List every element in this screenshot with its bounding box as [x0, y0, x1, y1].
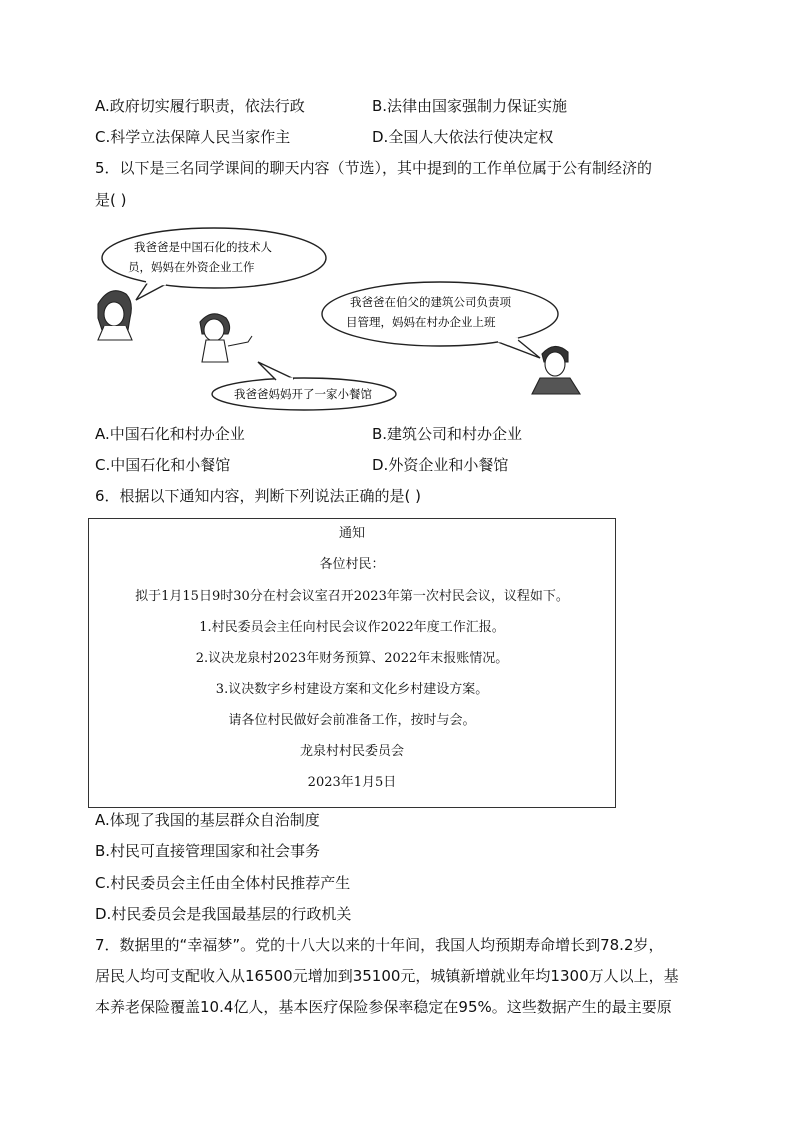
student-2-figure [200, 314, 252, 362]
q7-line2: 居民人均可支配收入从16500元增加到35100元，城镇新增就业年均1300万人以上，基 [95, 967, 679, 985]
speech-bubble-2 [322, 282, 558, 358]
q6-option-b: B.村民可直接管理国家和社会事务 [95, 842, 321, 860]
bubble3-text: 我爸爸妈妈开了一家小餐馆 [234, 387, 372, 401]
q6-stem: 6．根据以下通知内容，判断下列说法正确的是( ) [95, 487, 422, 505]
q5-option-d: D.外资企业和小餐馆 [372, 456, 509, 474]
notice-box [88, 518, 616, 808]
q4-option-a: A.政府切实履行职责，依法行政 [95, 97, 305, 115]
student-3-figure [532, 346, 580, 394]
notice-salutation: 各位村民： [319, 557, 385, 572]
q4-option-c: C.科学立法保障人民当家作主 [95, 128, 291, 146]
q5-option-c: C.中国石化和小餐馆 [95, 456, 231, 474]
q6-option-d: D.村民委员会是我国最基层的行政机关 [95, 905, 352, 923]
q5-option-b: B.建筑公司和村办企业 [372, 425, 523, 443]
q6-option-a: A.体现了我国的基层群众自治制度 [95, 811, 320, 829]
q4-option-d: D.全国人大依法行使决定权 [372, 128, 554, 146]
q5-stem-line1: 5．以下是三名同学课间的聊天内容（节选），其中提到的工作单位属于公有制经济的 [95, 159, 653, 177]
notice-item-2: 2.议决龙泉村2023年财务预算、2022年末报账情况。 [195, 651, 509, 666]
q5-stem-line2: 是( ) [95, 191, 127, 209]
notice-intro: 拟于1月15日9时30分在村会议室召开2023年第一次村民会议，议程如下。 [135, 589, 569, 604]
speech-bubble-3 [212, 362, 396, 410]
q7-line1: 7．数据里的“幸福梦”。党的十八大以来的十年间，我国人均预期寿命增长到78.2岁， [95, 936, 664, 954]
chat-illustration [88, 222, 588, 412]
q4-option-b: B.法律由国家强制力保证实施 [372, 97, 568, 115]
bubble2-line2: 目管理，妈妈在村办企业上班 [346, 315, 496, 329]
bubble2-line1: 我爸爸在伯父的建筑公司负责项 [350, 295, 511, 309]
notice-item-3: 3.议决数字乡村建设方案和文化乡村建设方案。 [215, 682, 489, 697]
notice-signature: 龙泉村村民委员会 [299, 744, 404, 759]
student-1-figure [98, 291, 132, 340]
q6-option-c: C.村民委员会主任由全体村民推荐产生 [95, 874, 351, 892]
speech-bubble-1 [102, 228, 326, 300]
notice-item-1: 1.村民委员会主任向村民会议作2022年度工作汇报。 [199, 620, 505, 635]
bubble1-line2: 员，妈妈在外资企业工作 [128, 260, 255, 274]
notice-title: 通知 [338, 526, 365, 541]
notice-date: 2023年1月5日 [307, 775, 397, 790]
notice-request: 请各位村民做好会前准备工作，按时与会。 [228, 713, 476, 728]
q5-option-a: A.中国石化和村办企业 [95, 425, 245, 443]
bubble1-line1: 我爸爸是中国石化的技术人 [134, 240, 272, 254]
q7-line3: 本养老保险覆盖10.4亿人，基本医疗保险参保率稳定在95%。这些数据产生的最主要原 [95, 998, 672, 1016]
